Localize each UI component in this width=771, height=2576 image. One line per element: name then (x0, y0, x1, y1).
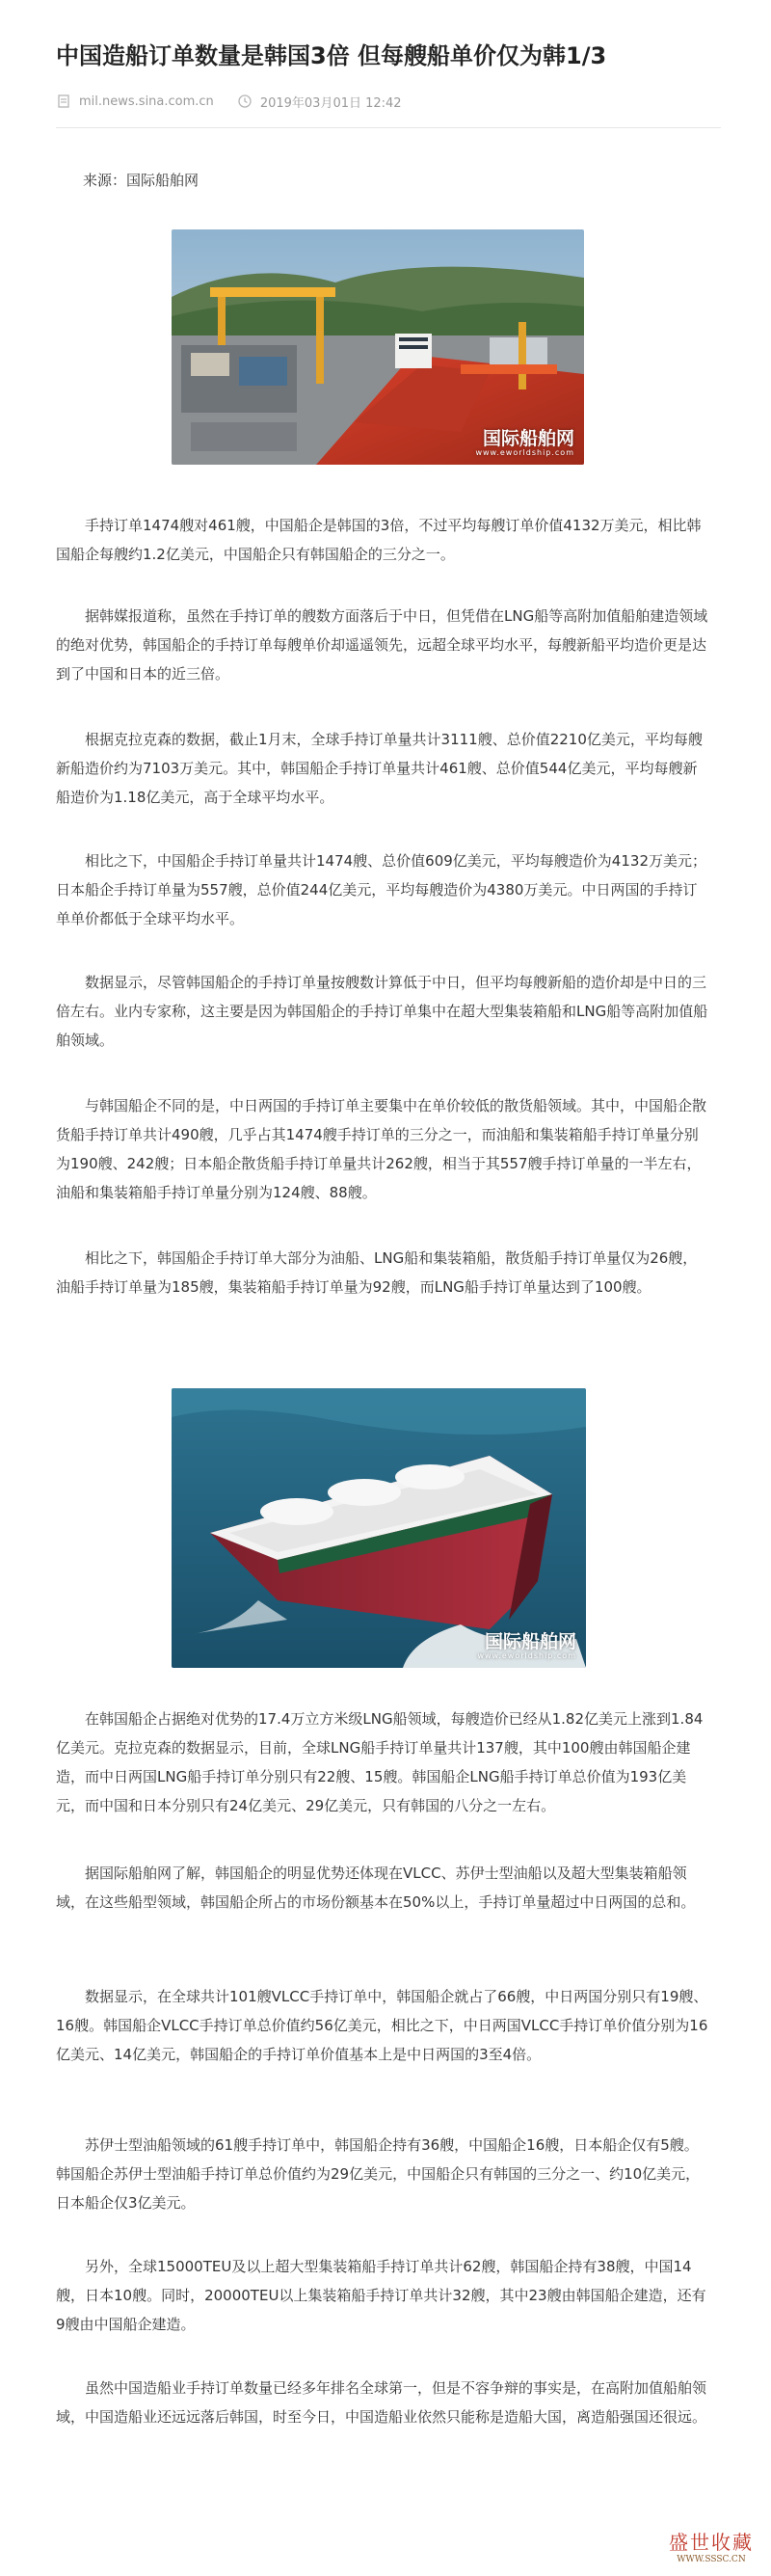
lng-carrier-photo (172, 1388, 586, 1668)
article-source: 来源：国际船舶网 (83, 172, 199, 189)
paragraph: 手持订单1474艘对461艘，中国船企是韩国的3倍，不过平均每艘订单价值4132万美元，相比韩国船企每艘约1.2亿美元，中国船企只有韩国船企的三分之一。 (56, 517, 702, 563)
article-title: 中国造船订单数量是韩国3倍 但每艘船单价仅为韩1/3 (56, 42, 607, 69)
paragraph: 数据显示，在全球共计101艘VLCC手持订单中，韩国船企就占了66艘，中日两国分别只有19艘、16艘。韩国船企VLCC手持订单总价值约56亿美元，相比之下，中日两国VLCC手持订单价值分别为16亿美元、14亿美元，韩国船企的手持订单价值基本上是中日两国的3至4倍。 (56, 1988, 708, 2063)
document-icon (56, 94, 71, 109)
clock-icon (237, 94, 253, 109)
paragraph: 与韩国船企不同的是，中日两国的手持订单主要集中在单价较低的散货船领域。其中，中国船企散货船手持订单共计490艘，几乎占其1474艘手持订单的三分之一，而油船和集装箱船手持订单量分别为190艘、242艘；日本船企散货船手持订单量共计262艘，相当于其557艘手持订单量的一半左右，油船和集装箱船手持订单量分别为124艘、88艘。 (56, 1097, 707, 1201)
paragraph: 据韩媒报道称，虽然在手持订单的艘数方面落后于中日，但凭借在LNG船等高附加值船舶建造领域的绝对优势，韩国船企的手持订单每艘单价却遥遥领先，远超全球平均水平，每艘新船平均造价更是达到了中国和日本的近三倍。 (56, 607, 708, 683)
paragraph: 相比之下，韩国船企手持订单大部分为油船、LNG船和集装箱船，散货船手持订单量仅为26艘，油船手持订单量为185艘，集装箱船手持订单量为92艘，而LNG船手持订单量达到了100艘。 (56, 1249, 698, 1296)
site-watermark: 盛世收藏 WWW.SSSC.CN (669, 2531, 754, 2564)
header-divider (56, 127, 721, 128)
paragraph: 根据克拉克森的数据，截止1月末，全球手持订单量共计3111艘、总价值2210亿美元，平均每艘新船造价约为7103万美元。其中，韩国船企手持订单量共计461艘、总价值544亿美元，平均每艘新船造价为1.18亿美元，高于全球平均水平。 (56, 731, 703, 806)
paragraph: 苏伊士型油船领域的61艘手持订单中，韩国船企持有36艘，中国船企16艘，日本船企仅有5艘。韩国船企苏伊士型油船手持订单总价值约为29亿美元，中国船企只有韩国的三分之一、约10亿美元，日本船企仅3亿美元。 (56, 2136, 701, 2212)
shipyard-photo (172, 229, 584, 465)
article-domain-link[interactable]: mil.news.sina.com.cn (79, 94, 214, 109)
photo-watermark: 国际船舶网 www.eworldship.com (477, 1631, 576, 1660)
article-meta (56, 89, 402, 114)
paragraph: 数据显示，尽管韩国船企的手持订单量按艘数计算低于中日，但平均每艘新船的造价却是中日的三倍左右。业内专家称，这主要是因为韩国船企的手持订单集中在超大型集装箱船和LNG船等高附加值船舶领域。 (56, 974, 708, 1049)
photo-watermark: 国际船舶网 www.eworldship.com (475, 428, 574, 457)
article-date: 2019年03月01日 12:42 (259, 95, 402, 111)
paragraph: 相比之下，中国船企手持订单量共计1474艘、总价值609亿美元，平均每艘造价为4132万美元；日本船企手持订单量为557艘，总价值244亿美元，平均每艘造价为4380万美元。中日两国的手持订单单价都低于全球平均水平。 (56, 852, 706, 927)
paragraph: 在韩国船企占据绝对优势的17.4万立方米级LNG船领域，每艘造价已经从1.82亿美元上涨到1.84亿美元。克拉克森的数据显示，目前，全球LNG船手持订单量共计137艘，其中100艘由韩国船企建造，而中日两国LNG船手持订单分别只有22艘、15艘。韩国船企LNG船手持订单总价值为193亿美元，而中国和日本分别只有24亿美元、29亿美元，只有韩国的八分之一左右。 (56, 1710, 704, 1814)
paragraph: 另外，全球15000TEU及以上超大型集装箱船手持订单共计62艘，韩国船企持有38艘，中国14艘，日本10艘。同时，20000TEU以上集装箱船手持订单共计32艘，其中23艘由韩国船企建造，还有9艘由中国船企建造。 (56, 2258, 706, 2333)
paragraph: 虽然中国造船业手持订单数量已经多年排名全球第一，但是不容争辩的事实是，在高附加值船舶领域，中国造船业还远远落后韩国，时至今日，中国造船业依然只能称是造船大国，离造船强国还很远。 (56, 2379, 707, 2426)
paragraph: 据国际船舶网了解，韩国船企的明显优势还体现在VLCC、苏伊士型油船以及超大型集装箱船领域，在这些船型领域，韩国船企所占的市场份额基本在50%以上，手持订单量超过中日两国的总和。 (56, 1865, 696, 1911)
